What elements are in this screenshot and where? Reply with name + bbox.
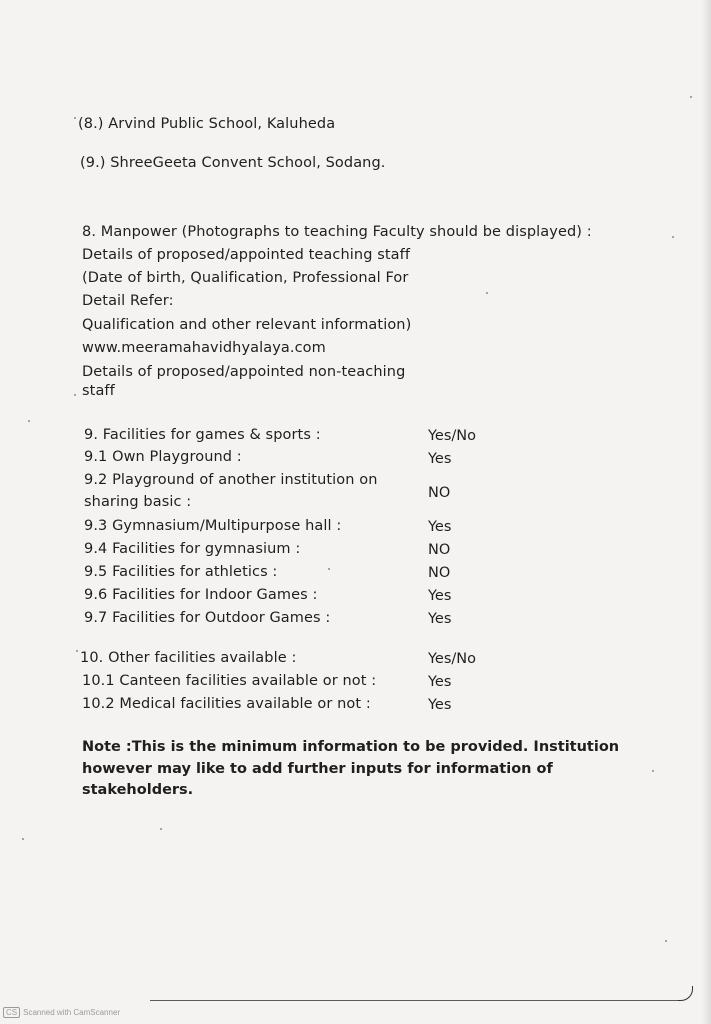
facility-label: 9.1 Own Playground : — [84, 449, 242, 465]
manpower-line: (Date of birth, Qualification, Professional For — [82, 270, 409, 286]
school-8: (8.) Arvind Public School, Kaluheda — [78, 116, 336, 132]
note-line: Note :This is the minimum information to be provided. Institution — [82, 739, 620, 755]
facility-value: NO — [428, 565, 451, 581]
manpower-line: Details of proposed/appointed teaching staff — [82, 247, 411, 263]
scan-speck — [28, 420, 30, 422]
scan-speck — [76, 650, 78, 652]
facility-label: 9.3 Gymnasium/Multipurpose hall : — [84, 518, 342, 534]
other-facility-value: Yes/No — [428, 651, 477, 667]
scan-speck — [160, 828, 162, 830]
other-facility-label: 10.1 Canteen facilities available or not : — [82, 673, 377, 689]
facility-label: 9.6 Facilities for Indoor Games : — [84, 587, 318, 603]
other-facility-value: Yes — [428, 674, 452, 690]
manpower-line: Detail Refer: — [82, 293, 174, 309]
scan-speck — [690, 96, 692, 98]
manpower-line: Qualification and other relevant information) — [82, 317, 412, 333]
manpower-line: staff — [82, 383, 115, 399]
facility-label: 9.5 Facilities for athletics : — [84, 564, 278, 580]
facility-label-cont: sharing basic : — [84, 494, 192, 510]
facility-value: Yes — [428, 519, 452, 535]
scan-speck — [652, 770, 654, 772]
watermark-text: Scanned with CamScanner — [23, 1008, 121, 1017]
page-edge-shadow — [701, 0, 711, 1024]
manpower-heading: 8. Manpower (Photographs to teaching Faculty should be displayed) : — [82, 224, 592, 240]
scan-speck — [665, 940, 667, 942]
scan-speck — [672, 236, 674, 238]
page-corner-curl — [678, 986, 693, 1001]
page-bottom-edge — [150, 1000, 680, 1001]
scan-speck — [328, 568, 330, 570]
camscanner-logo-icon: CS — [3, 1007, 20, 1018]
facility-value: Yes — [428, 588, 452, 604]
manpower-line: Details of proposed/appointed non-teaching — [82, 364, 406, 380]
facility-value: Yes — [428, 611, 452, 627]
other-facility-label: 10. Other facilities available : — [80, 650, 297, 666]
scan-speck — [486, 292, 488, 294]
facility-value: Yes — [428, 451, 452, 467]
facility-value: Yes/No — [428, 428, 477, 444]
facility-label: 9.2 Playground of another institution on — [84, 472, 378, 488]
school-9: (9.) ShreeGeeta Convent School, Sodang. — [80, 155, 386, 171]
note-line: stakeholders. — [82, 782, 194, 798]
facility-label: 9. Facilities for games & sports : — [84, 427, 321, 443]
scan-speck — [74, 117, 76, 119]
facility-value: NO — [428, 542, 451, 558]
camscanner-watermark — [3, 1007, 120, 1018]
scan-speck — [22, 838, 24, 840]
note-line: however may like to add further inputs for information of — [82, 761, 553, 777]
facility-label: 9.4 Facilities for gymnasium : — [84, 541, 301, 557]
facility-label: 9.7 Facilities for Outdoor Games : — [84, 610, 331, 626]
scan-speck — [74, 394, 76, 396]
other-facility-label: 10.2 Medical facilities available or not : — [82, 696, 371, 712]
other-facility-value: Yes — [428, 697, 452, 713]
facility-value: NO — [428, 485, 451, 501]
website-text: www.meeramahavidhyalaya.com — [82, 340, 326, 356]
